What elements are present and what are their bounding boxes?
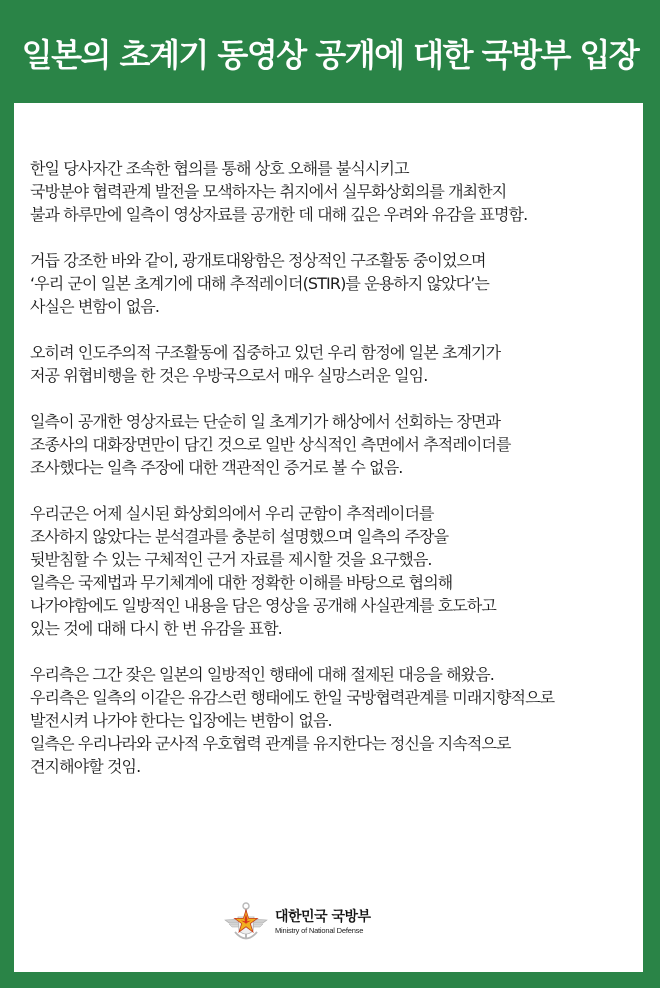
text-line: 저공 위협비행을 한 것은 우방국으로서 매우 실망스러운 일임. bbox=[30, 366, 428, 385]
text-line: 일측은 국제법과 무기체계에 대한 정확한 이해를 바탕으로 협의해 bbox=[30, 573, 453, 592]
org-name-english: Ministry of National Defense bbox=[275, 925, 364, 935]
text-line: ‘우리 군이 일본 초계기에 대해 추적레이더(STIR)를 운용하지 않았다’는 bbox=[30, 274, 489, 293]
text-line: 조종사의 대화장면만이 담긴 것으로 일반 상식적인 측면에서 추적레이더를 bbox=[30, 435, 511, 454]
text-line: 한일 당사자간 조속한 협의를 통해 상호 오해를 불식시키고 bbox=[30, 159, 409, 178]
text-line: 조사했다는 일측 주장에 대한 객관적인 증거로 볼 수 없음. bbox=[30, 458, 403, 477]
text-line: 일측이 공개한 영상자료는 단순히 일 초계기가 해상에서 선회하는 장면과 bbox=[30, 412, 501, 431]
text-line: 국방분야 협력관계 발전을 모색하자는 취지에서 실무화상회의를 개최한지 bbox=[30, 182, 507, 201]
ministry-logo bbox=[223, 899, 371, 945]
paragraph-2 bbox=[30, 249, 640, 318]
text-line: 우리군은 어제 실시된 화상회의에서 우리 군함이 추적레이더를 bbox=[30, 504, 434, 523]
org-name bbox=[275, 910, 371, 935]
text-line: 발전시켜 나가야 한다는 입장에는 변함이 없음. bbox=[30, 711, 332, 730]
text-line: 있는 것에 대해 다시 한 번 유감을 표함. bbox=[30, 619, 282, 638]
text-line: 견지해야할 것임. bbox=[30, 757, 141, 776]
text-line: 오히려 인도주의적 구조활동에 집중하고 있던 우리 함정에 일본 초계기가 bbox=[30, 343, 501, 362]
ministry-emblem-icon bbox=[223, 899, 269, 945]
text-line: 거듭 강조한 바와 같이, 광개토대왕함은 정상적인 구조활동 중이었으며 bbox=[30, 251, 486, 270]
text-line: 조사하지 않았다는 분석결과를 충분히 설명했으며 일측의 주장을 bbox=[30, 527, 449, 546]
page-title: 일본의 초계기 동영상 공개에 대한 국방부 입장 bbox=[21, 36, 639, 74]
text-line: 나가야함에도 일방적인 내용을 담은 영상을 공개해 사실관계를 호도하고 bbox=[30, 596, 496, 615]
paragraph-3 bbox=[30, 341, 640, 387]
paragraph-6 bbox=[30, 663, 640, 778]
paragraph-1 bbox=[30, 157, 640, 226]
text-line: 뒷받침할 수 있는 구체적인 근거 자료를 제시할 것을 요구했음. bbox=[30, 550, 432, 569]
paragraph-5 bbox=[30, 502, 640, 640]
text-line: 사실은 변함이 없음. bbox=[30, 297, 160, 316]
paragraph-4 bbox=[30, 410, 640, 479]
text-line: 우리측은 일측의 이같은 유감스런 행태에도 한일 국방협력관계를 미래지향적으로 bbox=[30, 688, 555, 707]
org-name-korean: 대한민국 국방부 bbox=[275, 908, 371, 925]
text-line: 일측은 우리나라와 군사적 우호협력 관계를 유지한다는 정신을 지속적으로 bbox=[30, 734, 511, 753]
statement-body bbox=[30, 157, 640, 778]
statement-panel bbox=[14, 103, 643, 972]
text-line: 불과 하루만에 일측이 영상자료를 공개한 데 대해 깊은 우려와 유감을 표명함. bbox=[30, 205, 528, 224]
text-line: 우리측은 그간 잦은 일본의 일방적인 행태에 대해 절제된 대응을 해왔음. bbox=[30, 665, 494, 684]
